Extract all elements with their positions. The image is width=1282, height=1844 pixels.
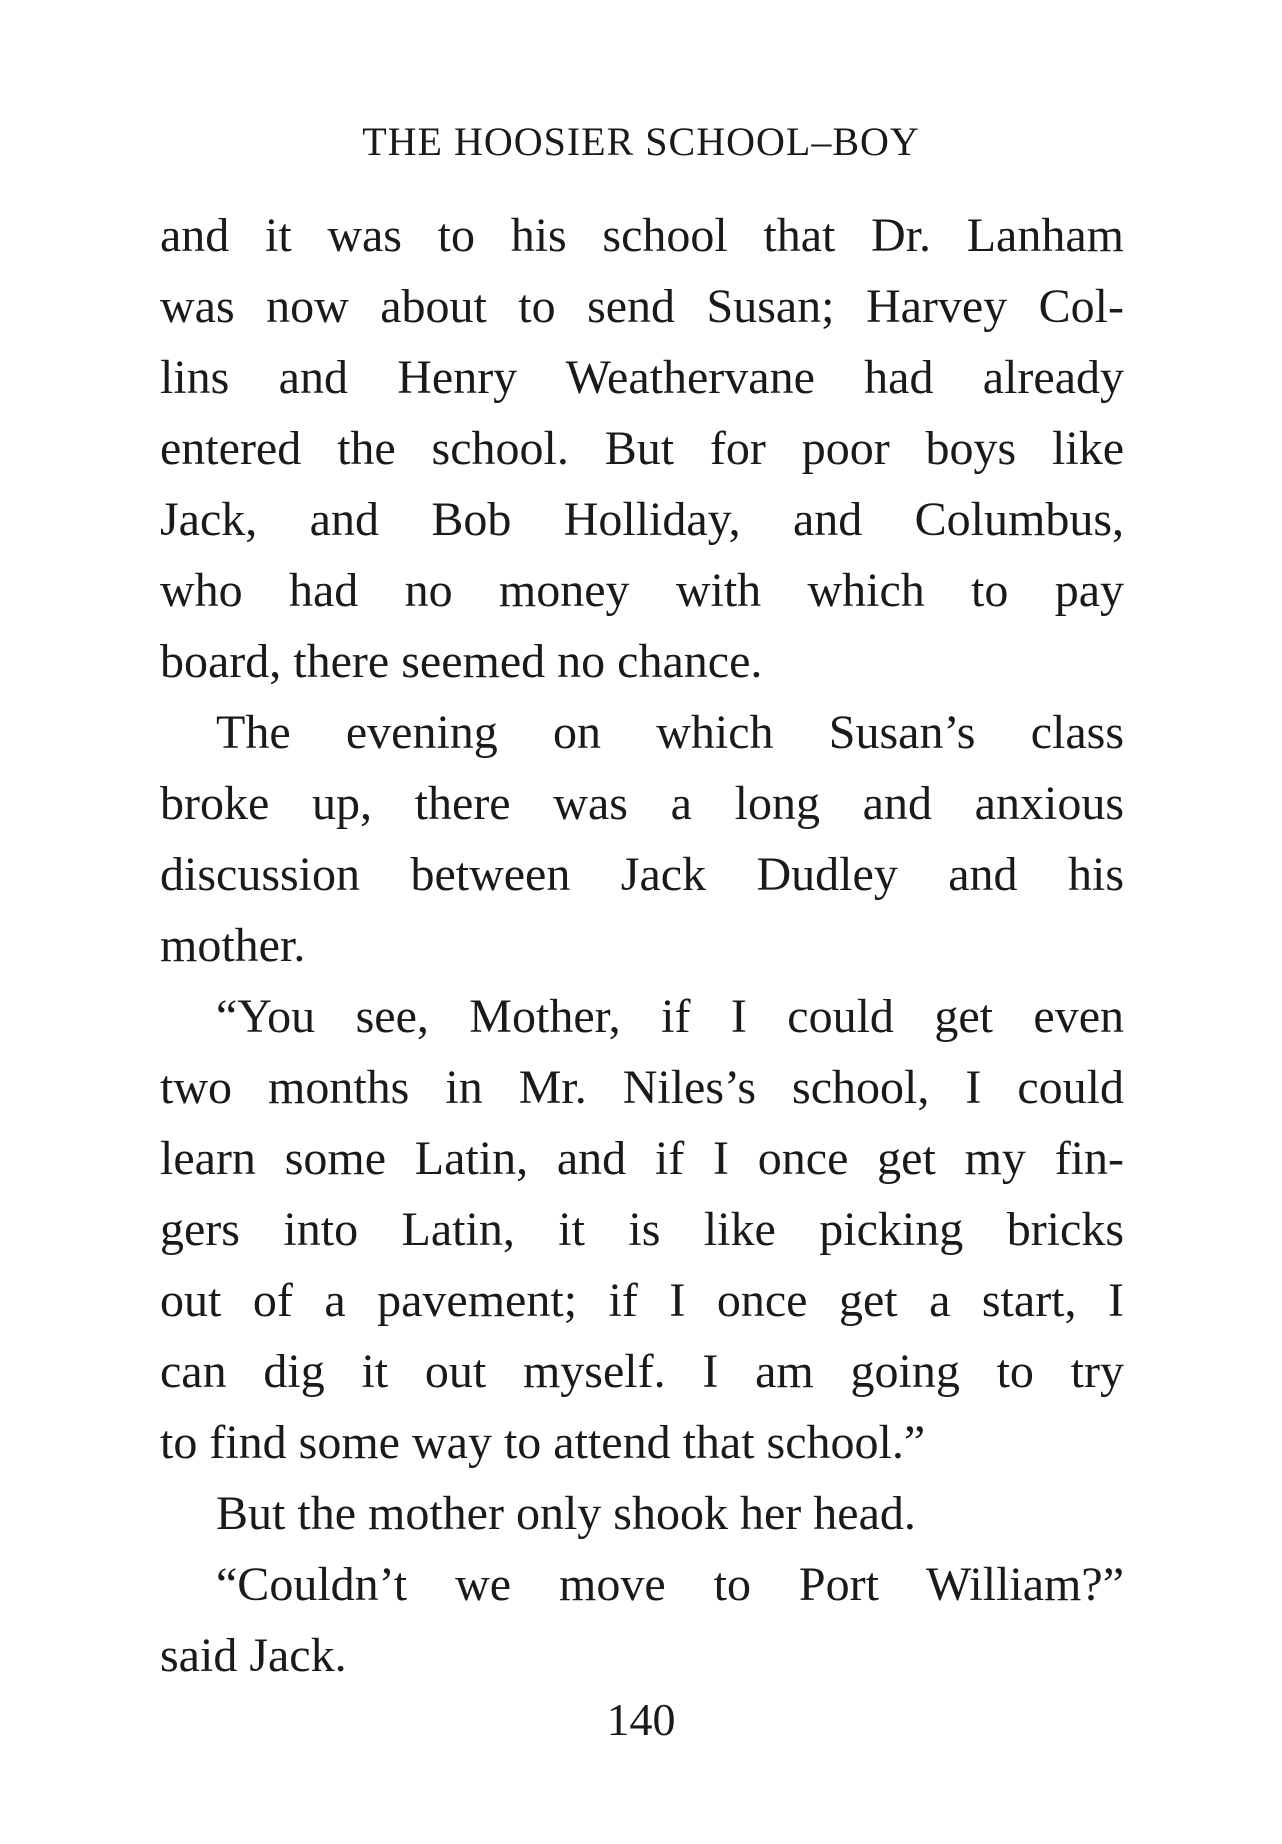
text-line: can dig it out myself. I am going to try	[160, 1345, 1124, 1398]
text-line: and it was to his school that Dr. Lanham	[160, 209, 1124, 262]
text-line: “Couldn’t we move to Port William?”	[216, 1558, 1124, 1611]
text-line: entered the school. But for poor boys like	[160, 422, 1124, 475]
text-line: But the mother only shook her head.	[216, 1487, 916, 1540]
page-number: 140	[606, 1694, 676, 1745]
text-line: “You see, Mother, if I could get even	[216, 990, 1124, 1043]
text-line: mother.	[160, 919, 306, 972]
text-line: Jack, and Bob Holliday, and Columbus,	[160, 493, 1124, 546]
text-line: to find some way to attend that school.”	[160, 1416, 926, 1469]
running-head: THE HOOSIER SCHOOL–BOY	[362, 119, 920, 164]
text-line: board, there seemed no chance.	[160, 635, 763, 688]
text-line: lins and Henry Weathervane had already	[160, 351, 1124, 404]
text-line: discussion between Jack Dudley and his	[160, 848, 1124, 901]
text-line: was now about to send Susan; Harvey Col-	[160, 280, 1124, 333]
text-line: gers into Latin, it is like picking bricks	[160, 1203, 1124, 1256]
body-text	[160, 200, 1124, 1691]
text-line: two months in Mr. Niles’s school, I could	[160, 1061, 1124, 1114]
text-line: said Jack.	[160, 1629, 347, 1682]
text-line: out of a pavement; if I once get a start, I	[160, 1274, 1124, 1327]
text-line: who had no money with which to pay	[160, 564, 1124, 617]
text-line: learn some Latin, and if I once get my fin-	[160, 1132, 1124, 1185]
text-line: The evening on which Susan’s class	[216, 706, 1124, 759]
text-line: broke up, there was a long and anxious	[160, 777, 1124, 830]
